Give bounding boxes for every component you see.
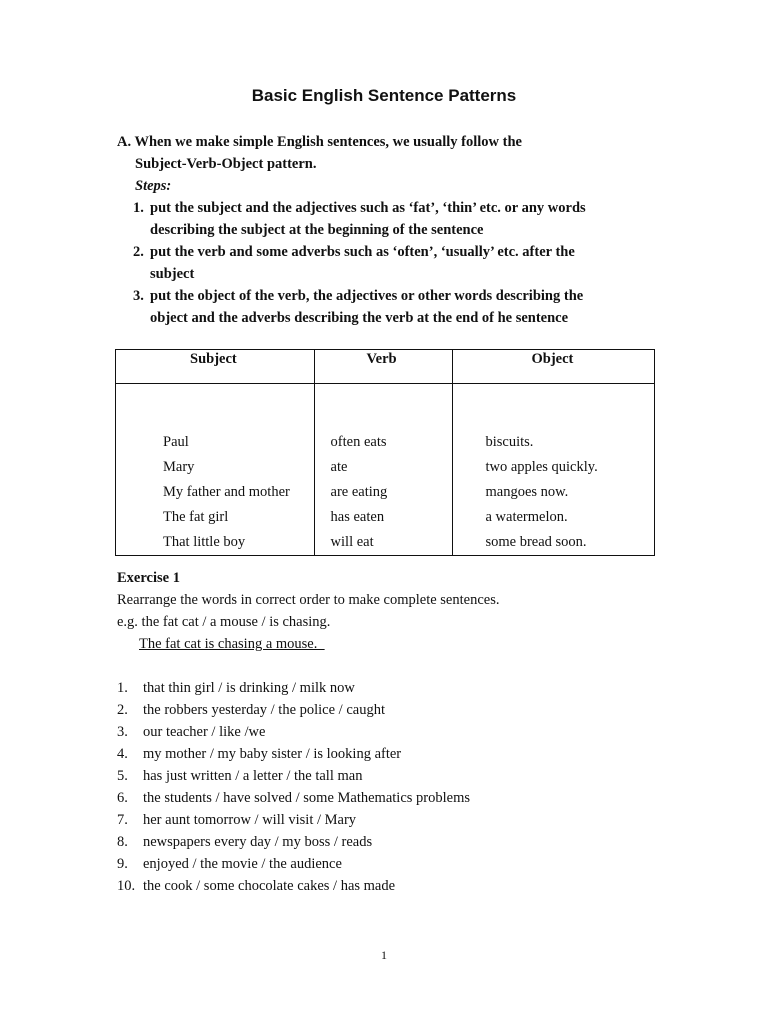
page-number: 1 bbox=[381, 948, 387, 962]
list-item bbox=[117, 699, 677, 721]
subject-item: My father and mother bbox=[163, 484, 290, 500]
subject-item: The fat girl bbox=[163, 509, 229, 525]
step-line1: put the verb and some adverbs such as ‘often’, ‘usually’ etc. after the bbox=[150, 244, 575, 260]
exercise-instruction: Rearrange the words in correct order to make complete sentences. bbox=[117, 592, 500, 608]
exercise-section bbox=[117, 567, 677, 897]
object-item: two apples quickly. bbox=[485, 459, 598, 475]
item-number: 4. bbox=[117, 746, 128, 762]
verb-item: has eaten bbox=[330, 509, 385, 525]
item-text: the cook / some chocolate cakes / has made bbox=[143, 878, 396, 894]
verb-item: will eat bbox=[330, 534, 374, 550]
item-text: newspapers every day / my boss / reads bbox=[143, 834, 373, 850]
steps-list bbox=[117, 197, 677, 329]
item-number: 5. bbox=[117, 768, 128, 784]
exercise-example: e.g. the fat cat / a mouse / is chasing. bbox=[117, 614, 331, 630]
subject-item: That little boy bbox=[163, 534, 246, 550]
list-item bbox=[117, 853, 677, 875]
step-number: 1. bbox=[133, 200, 144, 216]
object-cell bbox=[453, 384, 655, 556]
item-number: 1. bbox=[117, 680, 128, 696]
section-a-intro-line1: A. When we make simple English sentences, we usually follow the bbox=[117, 134, 522, 150]
section-a bbox=[117, 131, 677, 329]
exercise-list bbox=[117, 677, 677, 897]
section-a-intro-line2: Subject-Verb-Object pattern. bbox=[135, 156, 317, 172]
header-subject: Subject bbox=[116, 350, 315, 384]
step-line2: describing the subject at the beginning of the sentence bbox=[150, 222, 484, 238]
step-item bbox=[117, 285, 677, 329]
item-number: 9. bbox=[117, 856, 128, 872]
step-line2: object and the adverbs describing the verb at the end of he sentence bbox=[150, 310, 569, 326]
step-item bbox=[117, 197, 677, 241]
item-text: the students / have solved / some Mathematics problems bbox=[143, 790, 470, 806]
list-item bbox=[117, 677, 677, 699]
item-text: our teacher / like /we bbox=[143, 724, 266, 740]
item-text: the robbers yesterday / the police / caught bbox=[143, 702, 385, 718]
step-item bbox=[117, 241, 677, 285]
header-object: Object bbox=[453, 350, 655, 384]
verb-item: are eating bbox=[330, 484, 388, 500]
table-body-row bbox=[116, 384, 655, 556]
object-item: some bread soon. bbox=[485, 534, 587, 550]
verb-item: often eats bbox=[330, 434, 387, 450]
list-item bbox=[117, 721, 677, 743]
sentence-pattern-table bbox=[115, 349, 655, 556]
object-item: mangoes now. bbox=[485, 484, 569, 500]
verb-cell bbox=[314, 384, 453, 556]
subject-cell bbox=[116, 384, 315, 556]
item-text: that thin girl / is drinking / milk now bbox=[143, 680, 355, 696]
verb-item: ate bbox=[330, 459, 348, 475]
item-number: 10. bbox=[117, 878, 136, 894]
item-text: her aunt tomorrow / will visit / Mary bbox=[143, 812, 357, 828]
list-item bbox=[117, 743, 677, 765]
item-number: 6. bbox=[117, 790, 128, 806]
steps-label: Steps: bbox=[135, 178, 172, 194]
header-verb: Verb bbox=[314, 350, 453, 384]
step-number: 2. bbox=[133, 244, 144, 260]
step-number: 3. bbox=[133, 288, 144, 304]
item-text: has just written / a letter / the tall man bbox=[143, 768, 363, 784]
item-text: enjoyed / the movie / the audience bbox=[143, 856, 342, 872]
subject-item: Paul bbox=[163, 434, 189, 450]
list-item bbox=[117, 787, 677, 809]
item-number: 3. bbox=[117, 724, 128, 740]
step-line1: put the object of the verb, the adjectives or other words describing the bbox=[150, 288, 584, 304]
item-text: my mother / my baby sister / is looking after bbox=[143, 746, 402, 762]
table-header-row bbox=[116, 350, 655, 384]
item-number: 7. bbox=[117, 812, 128, 828]
object-item: biscuits. bbox=[485, 434, 534, 450]
step-line2: subject bbox=[150, 266, 195, 282]
item-number: 8. bbox=[117, 834, 128, 850]
example-answer: The fat cat is chasing a mouse. bbox=[139, 636, 325, 652]
list-item bbox=[117, 809, 677, 831]
list-item bbox=[117, 875, 677, 897]
object-item: a watermelon. bbox=[485, 509, 568, 525]
page-title: Basic English Sentence Patterns bbox=[251, 86, 517, 105]
exercise-title: Exercise 1 bbox=[117, 570, 180, 586]
step-line1: put the subject and the adjectives such as ‘fat’, ‘thin’ etc. or any words bbox=[150, 200, 586, 216]
list-item bbox=[117, 765, 677, 787]
subject-item: Mary bbox=[163, 459, 195, 475]
item-number: 2. bbox=[117, 702, 128, 718]
list-item bbox=[117, 831, 677, 853]
